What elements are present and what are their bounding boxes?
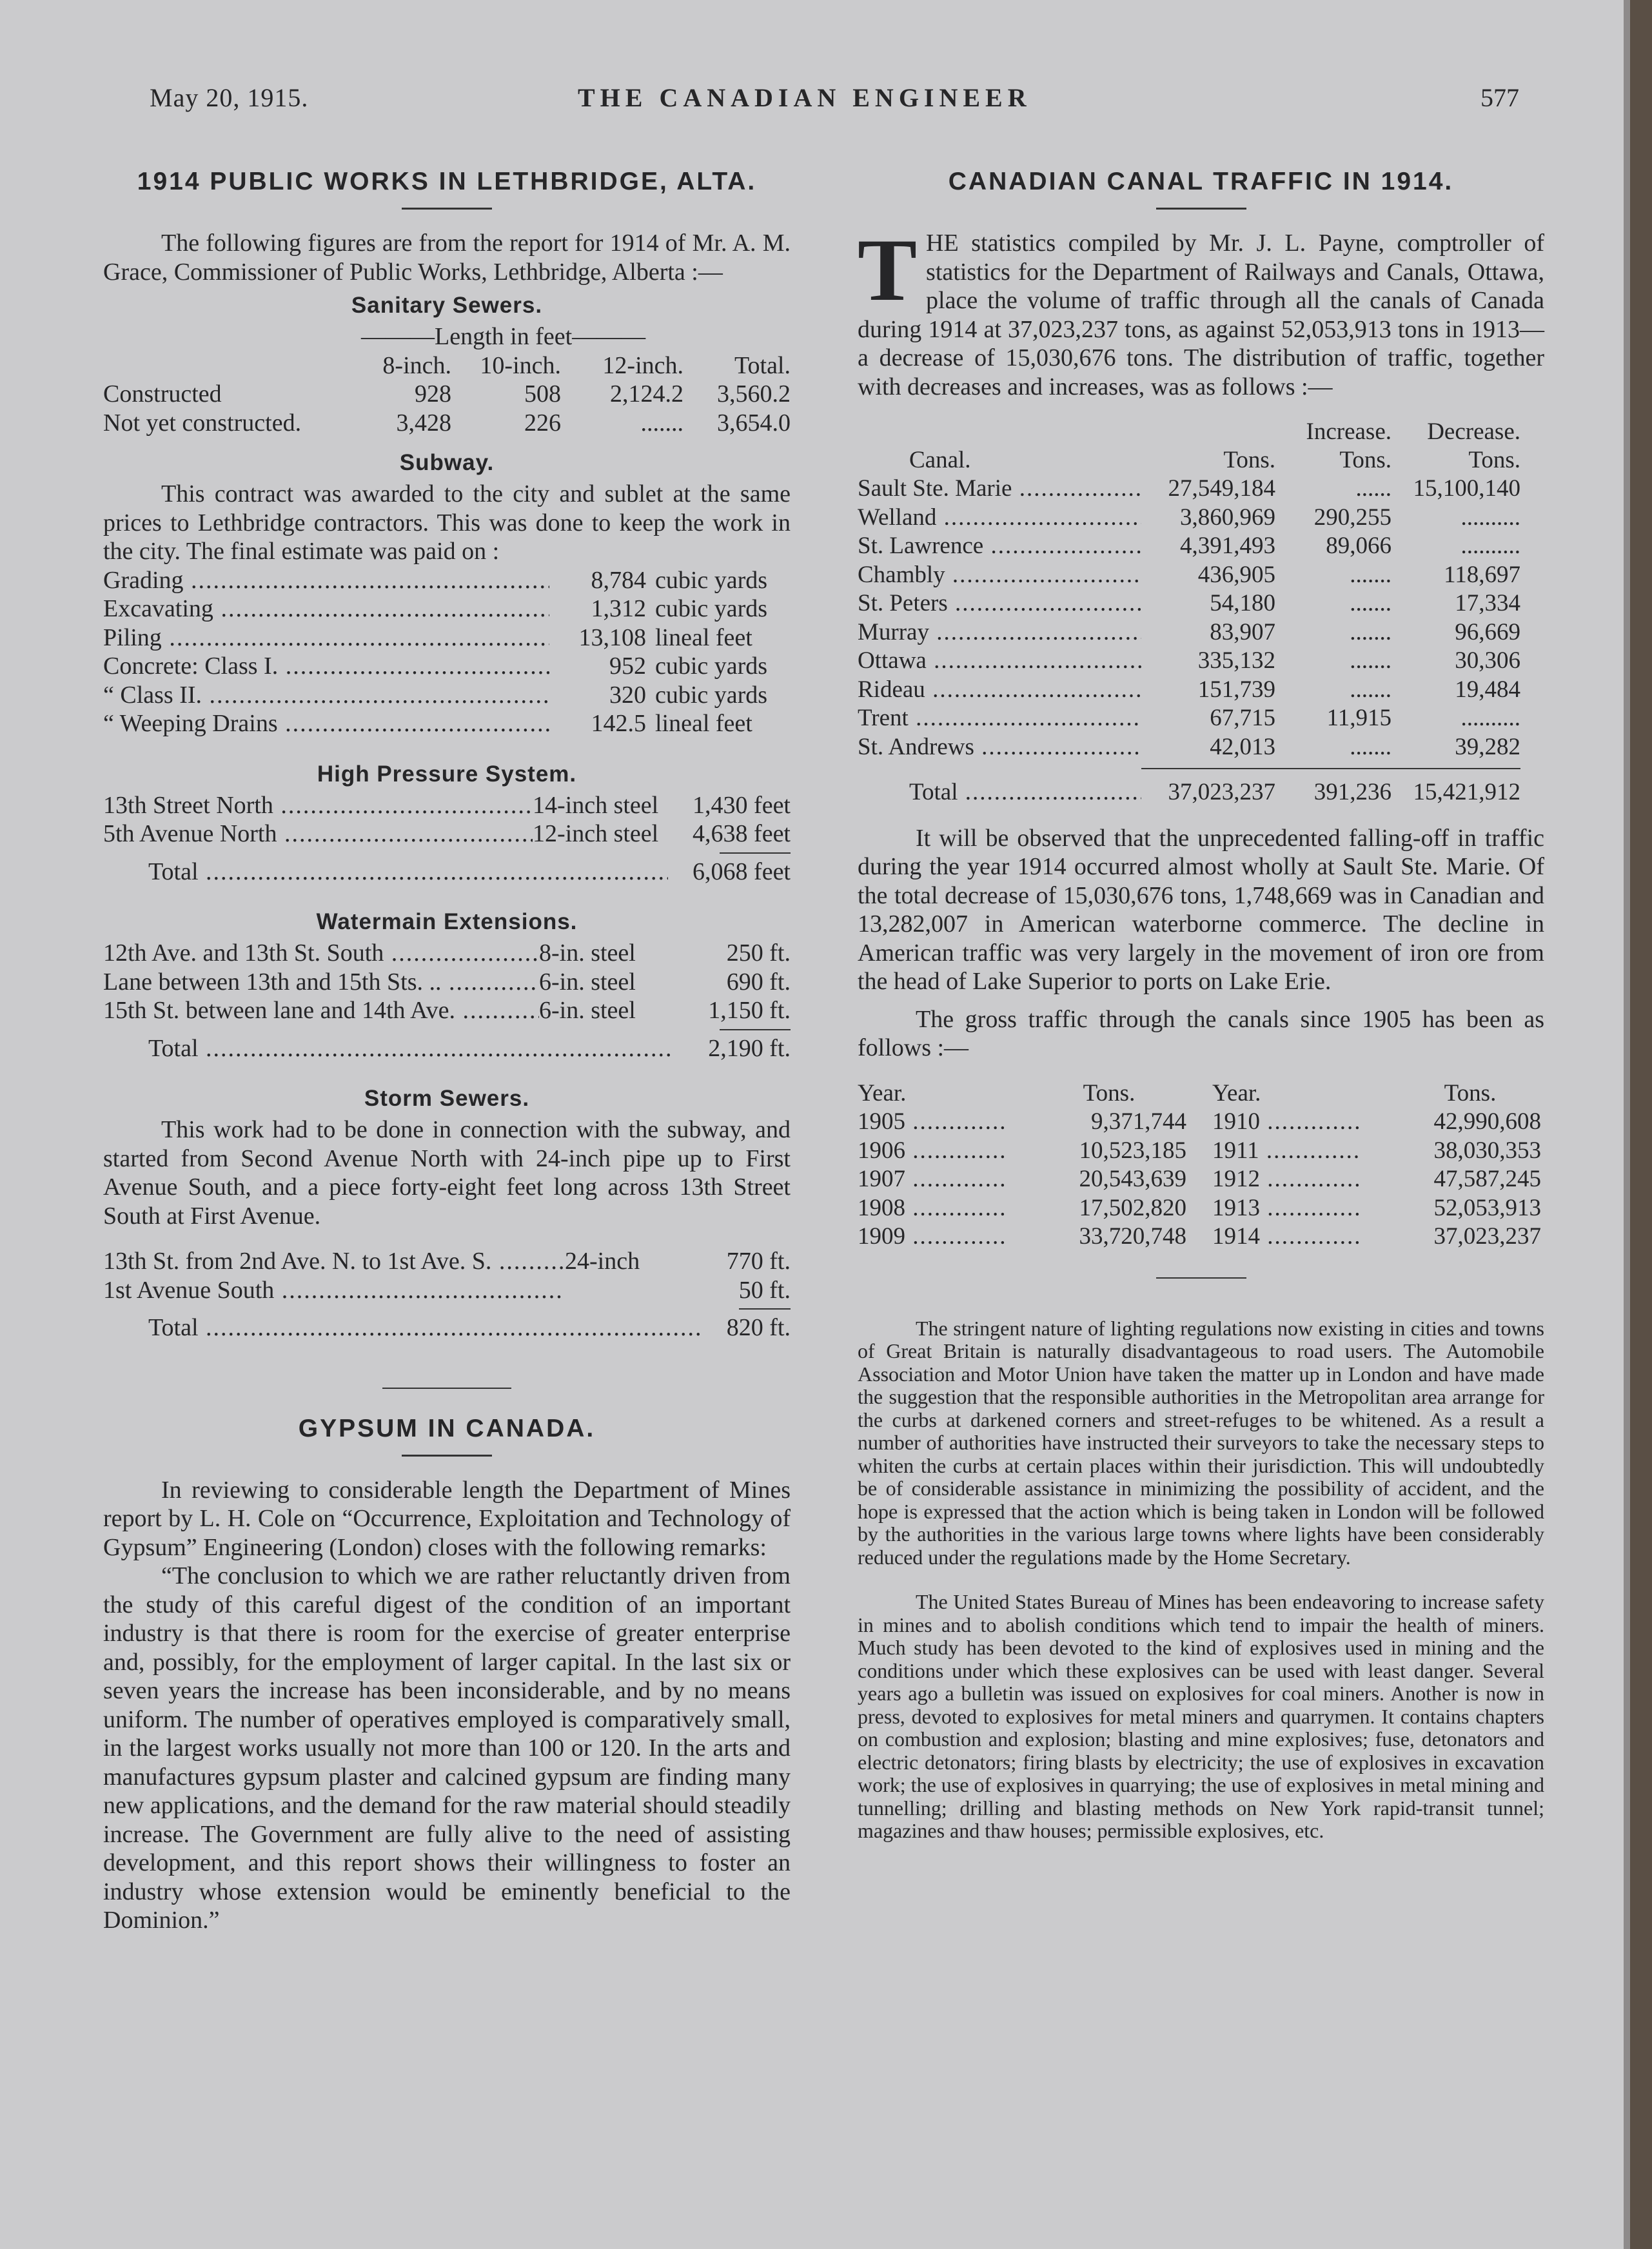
- canal-intro: [858, 221, 1544, 401]
- year-label: 1907 .....: [858, 1165, 1006, 1194]
- canal-col-header: Canal.: [909, 447, 971, 473]
- year-label: 1911 .....: [1212, 1137, 1361, 1166]
- mines-note: The United States Bureau of Mines has been endeavoring to increase safety in mines and to abolish conditions which tend to impair the health of miners. Much study has been devoted to the kind of explosives used in mining and the conditions under which these explosives can be used with least danger. Several years ago a bulletin was issued on explosives for coal miners. Another is now in press, devoted to explosives for metal miners and quarrymen. It contains chapters on combustion and explosion; blasting and mine explosives; fuse, detonators and electric detonators; firing blasts by electricity; the use of explosives in excavation work; the use of explosives in quarrying; the use of explosives in metal mining and tunnelling; drilling and blasting methods on New York rapid-transit tunnel; magazines and thaw houses; permissible explosives, etc.: [858, 1590, 1544, 1842]
- sanitary-cell: 2,124.2: [610, 380, 683, 408]
- canal-tons: 67,715: [1210, 705, 1275, 731]
- canal-table-header-1: [858, 418, 1544, 446]
- pipe-row-length: 50 ft.: [738, 1276, 791, 1304]
- subway-item-unit: cubic yards: [655, 595, 768, 622]
- table-row: [858, 589, 1544, 618]
- total-label: Total .....: [858, 778, 1141, 807]
- sanitary-col-headers: [103, 351, 791, 380]
- pipe-row-size: 12-inch steel: [533, 820, 659, 847]
- canal-decrease: ..........: [1460, 705, 1520, 731]
- total-value: 820 ft.: [726, 1314, 791, 1341]
- table-row: [858, 532, 1544, 561]
- table-row: [103, 1247, 791, 1276]
- year-label: 1905 .....: [858, 1108, 1006, 1137]
- subway-item-label: Piling .....: [103, 624, 549, 653]
- canal-increase: .......: [1350, 618, 1391, 645]
- sanitary-sewers-heading: Sanitary Sewers.: [351, 293, 543, 318]
- canal-decrease: 15,100,140: [1413, 475, 1520, 502]
- pipe-row-label: 15th St. between lane and 14th Ave. .....: [103, 996, 539, 1025]
- pipe-row-length: 1,430 feet: [693, 791, 791, 819]
- sanitary-col-total: Total.: [734, 351, 791, 379]
- year-tons: 52,053,913: [1433, 1194, 1541, 1221]
- gross-traffic-table: [858, 1079, 1544, 1252]
- table-row: [103, 380, 791, 409]
- watermain-heading: Watermain Extensions.: [316, 909, 578, 934]
- subway-heading: Subway.: [399, 450, 495, 475]
- total-value: 2,190 ft.: [708, 1034, 791, 1062]
- list-item: [858, 1194, 1186, 1223]
- year-tons: 38,030,353: [1433, 1137, 1541, 1164]
- year-tons: 17,502,820: [1079, 1194, 1186, 1221]
- table-row: [103, 1276, 791, 1305]
- header-page-number: 577: [1480, 83, 1519, 112]
- year-label: 1910 .....: [1212, 1108, 1361, 1137]
- pipe-row-size: [565, 1276, 700, 1305]
- sanitary-length-caption: ———Length in feet———: [361, 323, 646, 350]
- increase-header: Increase.: [1306, 418, 1391, 445]
- canal-name: Ottawa .....: [858, 647, 1141, 676]
- canal-name: St. Lawrence .....: [858, 532, 1141, 561]
- canal-gross-intro: The gross traffic through the canals since 1905 has been as follows :—: [858, 1005, 1544, 1061]
- list-item: [858, 1108, 1186, 1137]
- canal-name: St. Andrews .....: [858, 733, 1141, 762]
- total-label: Total .....: [148, 1313, 700, 1342]
- gypsum-title: GYPSUM IN CANADA.: [298, 1414, 596, 1442]
- table-row: [858, 475, 1544, 504]
- inc-tons-col-header: Tons.: [1339, 447, 1391, 473]
- canal-name: Murray .....: [858, 618, 1141, 647]
- canal-decrease: ..........: [1460, 504, 1520, 531]
- subway-item-qty: 1,312: [591, 595, 646, 622]
- pipe-row-length: 4,638 feet: [693, 820, 791, 847]
- public-works-title: 1914 PUBLIC WORKS IN LETHBRIDGE, ALTA.: [137, 168, 757, 195]
- table-row: [103, 1034, 791, 1063]
- table-row: [103, 566, 791, 595]
- subway-item-label: “ Class II. .....: [103, 681, 549, 710]
- canal-tons: 83,907: [1210, 618, 1275, 645]
- pipe-row-length: 250 ft.: [726, 939, 791, 967]
- year-label: 1912 .....: [1212, 1165, 1361, 1194]
- canal-name: Trent .....: [858, 704, 1141, 733]
- pipe-row-label: 5th Avenue North .....: [103, 820, 533, 849]
- sanitary-cell: .......: [640, 409, 683, 437]
- canal-increase: 11,915: [1326, 705, 1391, 731]
- table-row: [103, 409, 791, 438]
- section-rule: [1156, 1277, 1246, 1279]
- canal-increase: .......: [1350, 676, 1391, 703]
- list-item: [1212, 1108, 1541, 1137]
- subway-item-label: Concrete: Class I. .....: [103, 652, 549, 681]
- pipe-row-label: 12th Ave. and 13th St. South .....: [103, 939, 539, 968]
- gypsum-intro: In reviewing to considerable length the Department of Mines report by L. H. Cole on “Occurrence, Exploitation and Technology of Gypsum” Engineering (London) closes with the following remarks:: [103, 1476, 791, 1561]
- sanitary-length-caption-row: [103, 322, 791, 351]
- canal-decrease: 30,306: [1455, 647, 1520, 674]
- year-header: [858, 1079, 1186, 1108]
- canal-decrease: 17,334: [1455, 590, 1520, 616]
- table-row: [858, 733, 1544, 762]
- sum-rule: [1275, 768, 1391, 769]
- year-tons: 37,023,237: [1433, 1223, 1541, 1250]
- table-row: [858, 676, 1544, 705]
- table-row: [858, 561, 1544, 590]
- pipe-row-label: Lane between 13th and 15th Sts. .. .....: [103, 968, 539, 997]
- canal-decrease: 19,484: [1455, 676, 1520, 703]
- subway-table: [103, 566, 791, 738]
- pipe-row-size: 24-inch: [565, 1248, 640, 1275]
- year-label: 1909 .....: [858, 1223, 1006, 1252]
- year-tons: 20,543,639: [1079, 1166, 1186, 1192]
- sanitary-cell: 3,654.0: [717, 409, 791, 437]
- subway-item-unit: cubic yards: [655, 681, 768, 709]
- total-decrease: 15,421,912: [1413, 779, 1520, 805]
- canal-total-row: [858, 778, 1544, 807]
- subway-item-qty: 142.5: [591, 710, 646, 737]
- tons-col-header: Tons.: [1083, 1079, 1136, 1106]
- table-row: [103, 624, 791, 653]
- title-rule: [1156, 208, 1246, 210]
- table-row: [103, 709, 791, 738]
- watermain-table: [103, 939, 791, 1025]
- canal-name: Chambly .....: [858, 561, 1141, 590]
- list-item: [1212, 1194, 1541, 1223]
- year-label: 1908 .....: [858, 1194, 1006, 1223]
- storm-sewers-heading: Storm Sewers.: [364, 1086, 530, 1111]
- canal-increase: .......: [1350, 590, 1391, 616]
- pipe-row-label: 13th Street North .....: [103, 791, 533, 820]
- canal-tons: 4,391,493: [1180, 533, 1275, 559]
- year-tons: 42,990,608: [1433, 1108, 1541, 1135]
- list-item: [1212, 1137, 1541, 1166]
- canal-increase: 290,255: [1313, 504, 1391, 531]
- subway-item-unit: cubic yards: [655, 653, 768, 680]
- subway-item-label: Excavating .....: [103, 594, 549, 624]
- table-row: [103, 652, 791, 681]
- year-tons: 10,523,185: [1079, 1137, 1186, 1164]
- sanitary-cell: 3,560.2: [717, 380, 791, 408]
- section-rule: [382, 1388, 511, 1389]
- notes-section: [858, 1317, 1544, 1843]
- subway-item-label: Grading .....: [103, 566, 549, 595]
- canal-tons: 54,180: [1210, 590, 1275, 616]
- pipe-row-length: 770 ft.: [726, 1248, 791, 1275]
- public-works-intro: The following figures are from the report for 1914 of Mr. A. M. Grace, Commissioner of Public Works, Lethbridge, Alberta :—: [103, 230, 791, 286]
- lighting-note: The stringent nature of lighting regulations now existing in cities and towns of Great Britain is naturally disadvantageous to road users. The Automobile Association and Motor Union have taken the matter up in London and have made the suggestion that the responsible authorities in the Metropolitan area arrange for the curbs at darkened corners and street-refuges to be whitened. As a result a number of authorities have instructed their surveyors to take the necessary steps to whiten the curbs at certain places within their jurisdiction. This will undoubtedly be of considerable assistance in minimizing the possibility of accident, and the hope is expressed that the action which is being taken in London will be followed by the authorities in the various large towns where lights have been considerably reduced under the regulations made by the Home Secretary.: [858, 1316, 1544, 1569]
- table-row: [103, 939, 791, 968]
- tons-col-header: Tons.: [1444, 1079, 1497, 1106]
- canal-tons: 27,549,184: [1168, 475, 1275, 502]
- table-row: [103, 681, 791, 710]
- gypsum-quote: “The conclusion to which we are rather reluctantly driven from the study of this careful digest of the condition of an important industry is that there is room for the exercise of greater enterprise and, possibly, for the employment of larger capital. In the last six or seven years the increase has been inconsiderable, and by no means uniform. The number of operatives employed is comparatively small, in the largest works usually not more than 100 or 120. In the arts and manufactures gypsum plaster and calcined gypsum are finding many new applications, and the demand for the raw material should steadily increase. The Government are fully alive to the need of assisting development, and this report shows their willingness to foster an industry whose extension would be eminently beneficial to the Dominion.”: [103, 1562, 791, 1934]
- list-item: [1212, 1165, 1541, 1194]
- header-journal-title: THE CANADIAN ENGINEER: [578, 83, 1032, 112]
- subway-item-unit: lineal feet: [655, 710, 752, 737]
- subway-item-qty: 13,108: [578, 624, 646, 651]
- years-left-list: [858, 1108, 1186, 1252]
- subway-item-qty: 952: [609, 653, 646, 680]
- table-row: [858, 704, 1544, 733]
- list-item: [1212, 1223, 1541, 1252]
- years-right-list: [1212, 1108, 1541, 1252]
- canal-name: Welland .....: [858, 504, 1141, 533]
- high-pressure-table: [103, 791, 791, 849]
- canal-table: [858, 475, 1544, 761]
- left-column: [103, 161, 791, 1935]
- table-row: [103, 1313, 791, 1342]
- page-binding-shadow: [1624, 0, 1630, 2249]
- pipe-row-size: 6-in. steel: [539, 997, 636, 1024]
- decrease-header: Decrease.: [1427, 418, 1520, 445]
- sanitary-row-label: Constructed: [103, 380, 222, 408]
- sanitary-col-12in: 12-inch.: [602, 351, 683, 379]
- canal-decrease: 118,697: [1444, 561, 1520, 588]
- tons-col-header: Tons.: [1223, 447, 1275, 473]
- pipe-row-label: 13th St. from 2nd Ave. N. to 1st Ave. S. .....: [103, 1247, 565, 1276]
- subway-text: This contract was awarded to the city and sublet at the same prices to Lethbridge contractors. This was done to keep the work in the city. The final estimate was paid on :: [103, 480, 791, 565]
- right-column: [858, 161, 1544, 1843]
- list-item: [858, 1223, 1186, 1252]
- canal-name: Rideau .....: [858, 676, 1141, 705]
- table-row: [103, 968, 791, 997]
- subway-item-qty: 8,784: [591, 566, 646, 594]
- sum-rule: [720, 1029, 791, 1030]
- canal-increase: 89,066: [1326, 533, 1391, 559]
- canal-tons: 42,013: [1210, 733, 1275, 760]
- year-tons: 47,587,245: [1433, 1166, 1541, 1192]
- sum-rule: [1141, 768, 1275, 769]
- pipe-row-length: 690 ft.: [726, 968, 791, 996]
- pipe-row-size: 8-in. steel: [539, 939, 636, 967]
- canal-increase: .......: [1350, 733, 1391, 760]
- sanitary-cell: 928: [415, 380, 451, 408]
- total-label: Total .....: [148, 858, 668, 887]
- canal-tons: 3,860,969: [1180, 504, 1275, 531]
- year-tons: 9,371,744: [1091, 1108, 1186, 1135]
- sanitary-cell: 226: [524, 409, 561, 437]
- year-tons: 33,720,748: [1079, 1223, 1186, 1250]
- year-col-header: Year.: [1212, 1079, 1261, 1106]
- canal-name: Sault Ste. Marie .....: [858, 475, 1141, 504]
- subway-item-unit: cubic yards: [655, 566, 768, 594]
- page-binding-edge: [1630, 0, 1652, 2249]
- sanitary-col-8in: 8-inch.: [382, 351, 451, 379]
- year-header: [1212, 1079, 1541, 1108]
- year-label: 1914 .....: [1212, 1223, 1361, 1252]
- drop-cap: T: [858, 221, 918, 319]
- total-label: Total .....: [148, 1034, 674, 1063]
- list-item: [858, 1165, 1186, 1194]
- storm-table: [103, 1247, 791, 1304]
- pipe-row-label: 1st Avenue South .....: [103, 1276, 565, 1305]
- canal-table-header-2: [858, 446, 1544, 475]
- table-row: [103, 858, 791, 887]
- table-row: [103, 996, 791, 1025]
- years-right-column: [1212, 1079, 1541, 1252]
- year-label: 1906 .....: [858, 1137, 1006, 1166]
- canal-increase: .......: [1350, 647, 1391, 674]
- storm-sewers-text: This work had to be done in connection with the subway, and started from Second Avenue North with 24-inch pipe up to First Avenue South, and a piece forty-eight feet long across 13th Street South at First Avenue.: [103, 1116, 791, 1230]
- total-value: 6,068 feet: [693, 858, 791, 885]
- canal-observation: It will be observed that the unprecedented falling-off in traffic during the year 1914 occurred almost wholly at Sault Ste. Marie. Of the total decrease of 15,030,676 tons, 1,748,669 was in Canadian and 13,282,007 in American waterborne commerce. The decline in American traffic was very largely in the movement of iron ore from the head of Lake Superior to ports on Lake Erie.: [858, 824, 1544, 995]
- year-col-header: Year.: [858, 1079, 907, 1106]
- canal-intro-text: HE statistics compiled by Mr. J. L. Payne, comptroller of statistics for the Department of Railways and Canals, Ottawa, place the volume of traffic through all the canals of Canada during 1914 at 37,023,237 tons, as against 52,053,913 tons in 1913—a decrease of 15,030,676 tons. The distribution of traffic, together with decreases and increases, was as follows :—: [858, 230, 1544, 400]
- subway-item-unit: lineal feet: [655, 624, 752, 651]
- pipe-row-size: 6-in. steel: [539, 968, 636, 996]
- sanitary-cell: 508: [524, 380, 561, 408]
- sanitary-row-label: Not yet constructed.: [103, 409, 302, 437]
- sum-rule: [720, 852, 791, 854]
- sum-rule: [1391, 768, 1520, 769]
- canal-tons: 151,739: [1197, 676, 1275, 703]
- table-row: [858, 647, 1544, 676]
- total-tons: 37,023,237: [1168, 779, 1275, 805]
- dec-tons-col-header: Tons.: [1468, 447, 1520, 473]
- table-row: [103, 791, 791, 820]
- canal-tons: 335,132: [1197, 647, 1275, 674]
- sanitary-cell: 3,428: [396, 409, 451, 437]
- canal-tons: 436,905: [1197, 561, 1275, 588]
- header-date: May 20, 1915.: [150, 83, 309, 112]
- canal-decrease: 39,282: [1455, 733, 1520, 760]
- subway-item-qty: 320: [609, 681, 646, 709]
- table-row: [103, 820, 791, 849]
- canal-decrease: ..........: [1460, 533, 1520, 559]
- high-pressure-heading: High Pressure System.: [317, 761, 577, 787]
- canal-increase: ......: [1355, 475, 1391, 502]
- title-rule: [402, 1455, 492, 1457]
- table-row: [858, 504, 1544, 533]
- total-rules: [858, 768, 1544, 769]
- canal-name: St. Peters .....: [858, 589, 1141, 618]
- years-left-column: [858, 1079, 1186, 1252]
- list-item: [858, 1137, 1186, 1166]
- title-rule: [402, 208, 492, 210]
- pipe-row-length: 1,150 ft.: [708, 997, 791, 1024]
- table-row: [858, 618, 1544, 647]
- sum-rule: [739, 1308, 791, 1310]
- canal-decrease: 96,669: [1455, 618, 1520, 645]
- canal-title: CANADIAN CANAL TRAFFIC IN 1914.: [948, 168, 1454, 195]
- sanitary-col-10in: 10-inch.: [480, 351, 561, 379]
- year-label: 1913 .....: [1212, 1194, 1361, 1223]
- pipe-row-size: 14-inch steel: [533, 791, 659, 819]
- canal-increase: .......: [1350, 561, 1391, 588]
- subway-item-label: “ Weeping Drains .....: [103, 709, 549, 738]
- table-row: [103, 594, 791, 624]
- total-increase: 391,236: [1313, 779, 1391, 805]
